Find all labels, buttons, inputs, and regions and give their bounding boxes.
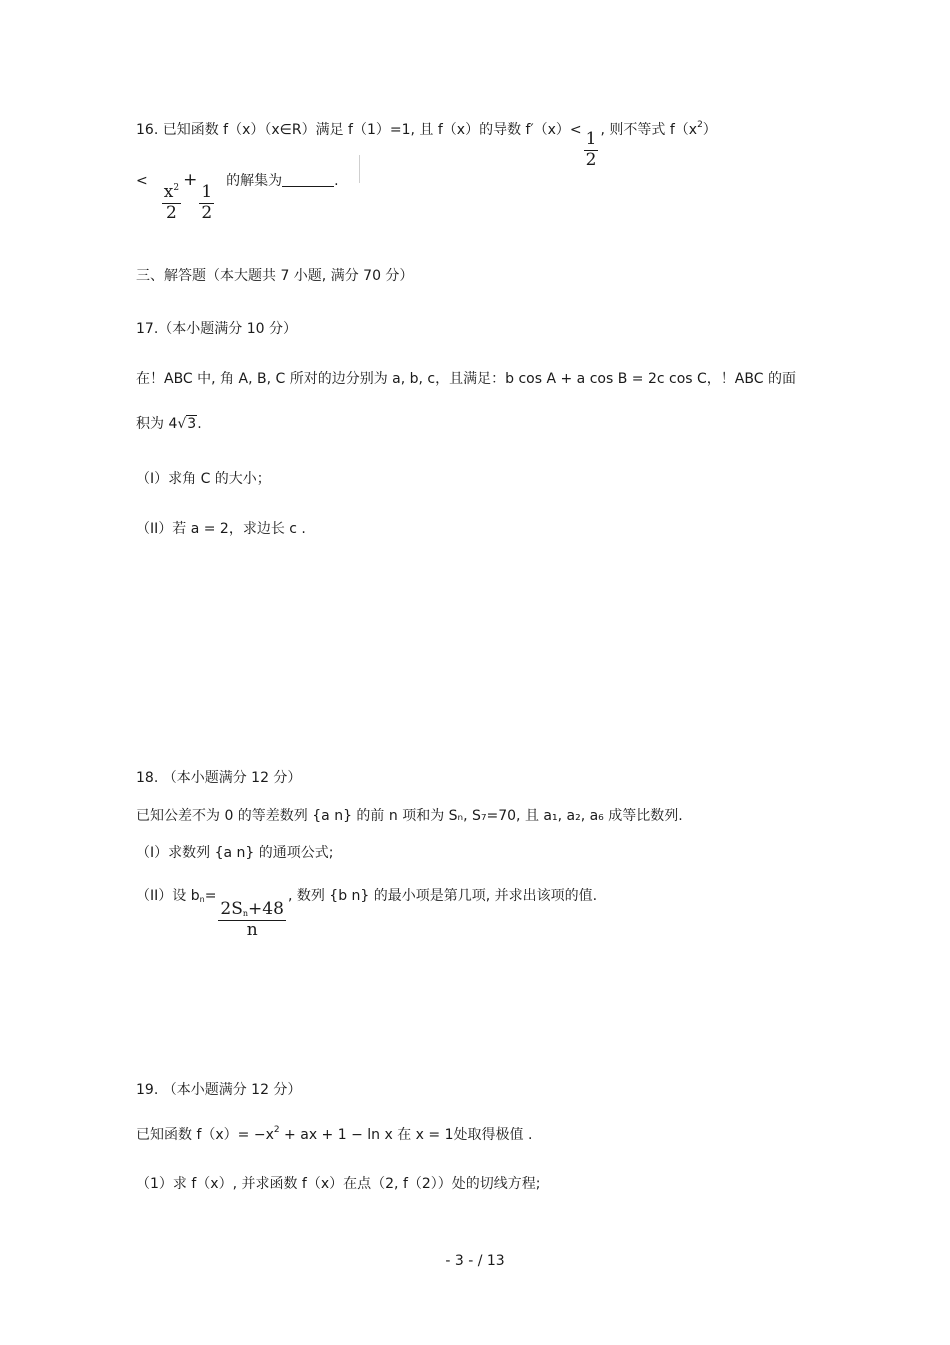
q19-exponent: 2	[273, 1125, 280, 1135]
q18-line1: 已知公差不为 0 的等差数列 {a n} 的前 n 项和为 Sₙ, S₇=70, 且 a₁, a₂, a₆ 成等比数列.	[136, 808, 683, 824]
q18-part2-prefix: （II）设 b	[136, 888, 200, 904]
q16-plus: +	[183, 170, 198, 190]
q16-line1	[136, 121, 717, 170]
q18-heading: 18. （本小题满分 12 分）	[136, 770, 302, 786]
q16-lt-sign: <	[136, 173, 148, 189]
q17-line1: 在！ABC 中, 角 A, B, C 所对的边分别为 a, b, c，且满足：b cos A + a cos B = 2c cos C，！ABC 的面	[136, 371, 796, 387]
q16-x-fraction: $\frac{x^2}{2}$	[163, 182, 180, 223]
q18-part1: （I）求数列 {a n} 的通项公式;	[136, 845, 334, 861]
sqrt-symbol: √3	[177, 416, 197, 432]
q18-part2-suffix: , 数列 {b n} 的最小项是第几项, 并求出该项的值.	[287, 888, 598, 904]
q16-line2-text: 的解集为	[226, 173, 283, 189]
q17-line2-prefix: 积为 4	[136, 416, 178, 432]
q17-line2-end: .	[197, 416, 202, 432]
q16-line1-prefix: 16. 已知函数 f（x）（x∈R）满足 f（1）=1, 且 f（x）的导数 f′（x）<	[136, 122, 582, 138]
q19-part1: （1）求 f（x）, 并求函数 f（x）在点（2, f（2））处的切线方程;	[136, 1176, 541, 1192]
answer-blank	[282, 173, 334, 187]
q17-heading: 17.（本小题满分 10 分）	[136, 321, 297, 337]
q17-part2: （II）若 a = 2，求边长 c .	[136, 521, 306, 537]
divider-mark	[359, 155, 360, 183]
q17-part1: （I）求角 C 的大小；	[136, 471, 271, 487]
q18-b-subscript: n	[199, 895, 205, 904]
section3-heading: 三、解答题（本大题共 7 小题, 满分 70 分）	[136, 268, 414, 284]
q16-square-exponent: 2	[697, 120, 703, 130]
page-number: - 3 - / 13	[445, 1253, 505, 1269]
q19-line1-suffix: 处取得极值 .	[453, 1127, 533, 1143]
q19-heading: 19. （本小题满分 12 分）	[136, 1082, 302, 1098]
q18-part2	[136, 889, 597, 940]
q16-line2	[136, 172, 339, 223]
sqrt-argument: 3	[187, 416, 197, 432]
q18-equals: =	[204, 888, 217, 904]
q16-half-fraction: $\frac{1}{2}$	[585, 129, 597, 170]
q18-b-fraction: $\frac{2S_n+48}{n}$	[220, 899, 284, 940]
q19-line1	[136, 1126, 532, 1142]
q16-line1-suffix-a: , 则不等式 f（x	[600, 122, 698, 138]
q16-half-fraction-2: $\frac{1}{2}$	[201, 182, 213, 223]
q19-line1-mid: + ax + 1 − ln x 在 x = 1	[279, 1127, 454, 1143]
q19-line1-prefix: 已知函数 f（x）= −x	[136, 1127, 274, 1143]
q17-line2	[136, 417, 202, 431]
q16-line1-suffix-b: ）	[702, 122, 717, 138]
q16-line2-end: .	[334, 173, 339, 189]
